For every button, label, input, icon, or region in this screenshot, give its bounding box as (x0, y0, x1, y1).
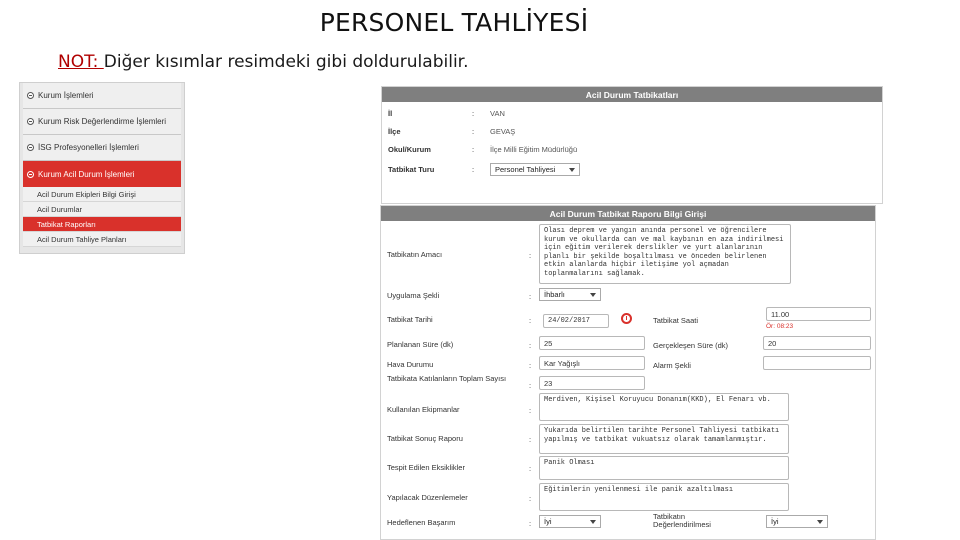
count-label: Tatbikata Katılanların Toplam Sayısı (387, 374, 507, 383)
info-colon: : (472, 165, 475, 174)
alarm-input[interactable] (763, 356, 871, 370)
colon: : (529, 519, 532, 528)
result-textarea[interactable]: Yukarıda belirtilen tarihte Personel Tahliyesi tatbikatı yapılmış ve tatbikat vukuatsız olarak tamamlanmıştır. (539, 424, 789, 454)
info-label: Okul/Kurum (388, 145, 431, 154)
info-row-il (388, 109, 505, 118)
minus-circle-icon (27, 171, 34, 178)
planned-label: Planlanan Süre (dk) (387, 340, 454, 349)
target-label: Hedeflenen Başarım (387, 518, 456, 527)
time-hint: Ör: 08:23 (766, 323, 794, 330)
sidebar-item-risk[interactable] (23, 109, 181, 135)
slide-title: PERSONEL TAHLİYESİ (319, 8, 589, 37)
panel-title: Acil Durum Tatbikatları (382, 87, 882, 102)
planned-input[interactable]: 25 (539, 336, 645, 350)
colon: : (529, 251, 532, 260)
info-row-ilce (388, 127, 515, 136)
target-select[interactable] (539, 515, 601, 528)
sidebar-item-label: Kurum Risk Değerlendirme İşlemleri (38, 117, 167, 126)
deficit-label: Tespit Edilen Eksiklikler (387, 463, 465, 472)
info-value: VAN (490, 109, 505, 118)
date-input[interactable]: 24/02/2017 (543, 314, 609, 328)
tatbikat-report-form (380, 205, 876, 540)
sidebar (19, 82, 185, 254)
sidebar-item-kurum[interactable] (23, 83, 181, 109)
tatbikat-info-panel (381, 86, 883, 204)
date-label: Tatbikat Tarihi (387, 315, 433, 324)
info-label: Tatbikat Turu (388, 165, 435, 174)
purpose-textarea[interactable]: Olası deprem ve yangın anında personel ve öğrencilere kurum ve okullarda can ve mal kaybının en aza indirilmesi için eğitim verilerek derslikler ve yurt alanlarının planlı bir şekilde boşaltılması ve önceden belirlenen etkin alanlarda hiçbir iletişime yol açmadan toplanmalarını sağlamak. (539, 224, 791, 284)
info-value: İlçe Milli Eğitim Müdürlüğü (490, 145, 578, 154)
sidebar-item-label: Kurum İşlemleri (38, 91, 94, 100)
sidebar-subitem-acil-durumlar[interactable]: Acil Durumlar (23, 202, 181, 217)
weather-input[interactable]: Kar Yağışlı (539, 356, 645, 370)
equipment-textarea[interactable]: Merdiven, Kişisel Koruyucu Donanım(KKD), El Fenarı vb. (539, 393, 789, 421)
sidebar-item-label: İSG Profesyonelleri İşlemleri (38, 143, 139, 152)
select-value: İyi (771, 517, 779, 526)
colon: : (529, 406, 532, 415)
form-title: Acil Durum Tatbikat Raporu Bilgi Girişi (381, 206, 875, 221)
colon: : (529, 341, 532, 350)
sidebar-subitem-tatbikat-raporlari[interactable]: Tatbikat Raporları (23, 217, 181, 232)
deficit-textarea[interactable]: Panik Olması (539, 456, 789, 480)
info-row-kurum (388, 145, 577, 154)
colon: : (529, 381, 532, 390)
result-label: Tatbikat Sonuç Raporu (387, 434, 463, 443)
colon: : (529, 292, 532, 301)
info-row-tatbikat-turu (388, 163, 580, 176)
sidebar-item-label: Kurum Acil Durum İşlemleri (38, 169, 135, 179)
actual-input[interactable]: 20 (763, 336, 871, 350)
colon: : (529, 494, 532, 503)
select-value: İyi (544, 517, 552, 526)
actual-label: Gerçekleşen Süre (dk) (653, 341, 729, 350)
select-value: İhbarlı (544, 290, 565, 299)
note-label: NOT: (58, 52, 104, 72)
method-select[interactable] (539, 288, 601, 301)
purpose-label: Tatbikatın Amacı (387, 250, 443, 259)
colon: : (529, 464, 532, 473)
clock-icon[interactable] (621, 313, 632, 324)
colon: : (529, 361, 532, 370)
select-value: Personel Tahliyesi (495, 165, 556, 174)
count-input[interactable]: 23 (539, 376, 645, 390)
colon: : (529, 316, 532, 325)
info-colon: : (472, 145, 475, 154)
info-colon: : (472, 109, 475, 118)
chevron-down-icon (569, 168, 575, 172)
fix-textarea[interactable]: Eğitimlerin yenilenmesi ile panik azaltılması (539, 483, 789, 511)
colon: : (529, 435, 532, 444)
minus-circle-icon (27, 118, 34, 125)
info-label: İl (388, 109, 393, 118)
chevron-down-icon (590, 520, 596, 524)
chevron-down-icon (817, 520, 823, 524)
sidebar-submenu (23, 187, 181, 247)
equipment-label: Kullanılan Ekipmanlar (387, 405, 460, 414)
time-label: Tatbikat Saati (653, 316, 699, 325)
sidebar-item-acil-durum[interactable] (23, 161, 181, 187)
eval-label: Tatbikatın Değerlendirilmesi (653, 512, 711, 529)
alarm-label: Alarm Şekli (653, 361, 691, 370)
weather-label: Hava Durumu (387, 360, 434, 369)
time-input[interactable]: 11.00 (766, 307, 871, 321)
fix-label: Yapılacak Düzenlemeler (387, 493, 468, 502)
note-text: Diğer kısımlar resimdeki gibi doldurulabilir. (103, 52, 469, 72)
method-label: Uygulama Şekli (387, 291, 440, 300)
tatbikat-turu-select[interactable] (490, 163, 580, 176)
chevron-down-icon (590, 293, 596, 297)
sidebar-subitem-tahliye-planlari[interactable]: Acil Durum Tahliye Planları (23, 232, 181, 247)
info-colon: : (472, 127, 475, 136)
info-label: İlçe (388, 127, 401, 136)
minus-circle-icon (27, 144, 34, 151)
eval-select[interactable] (766, 515, 828, 528)
sidebar-item-isg[interactable] (23, 135, 181, 161)
minus-circle-icon (27, 92, 34, 99)
note (58, 52, 469, 72)
info-value: GEVAŞ (490, 127, 516, 136)
sidebar-subitem-ekipler[interactable]: Acil Durum Ekipleri Bilgi Girişi (23, 187, 181, 202)
